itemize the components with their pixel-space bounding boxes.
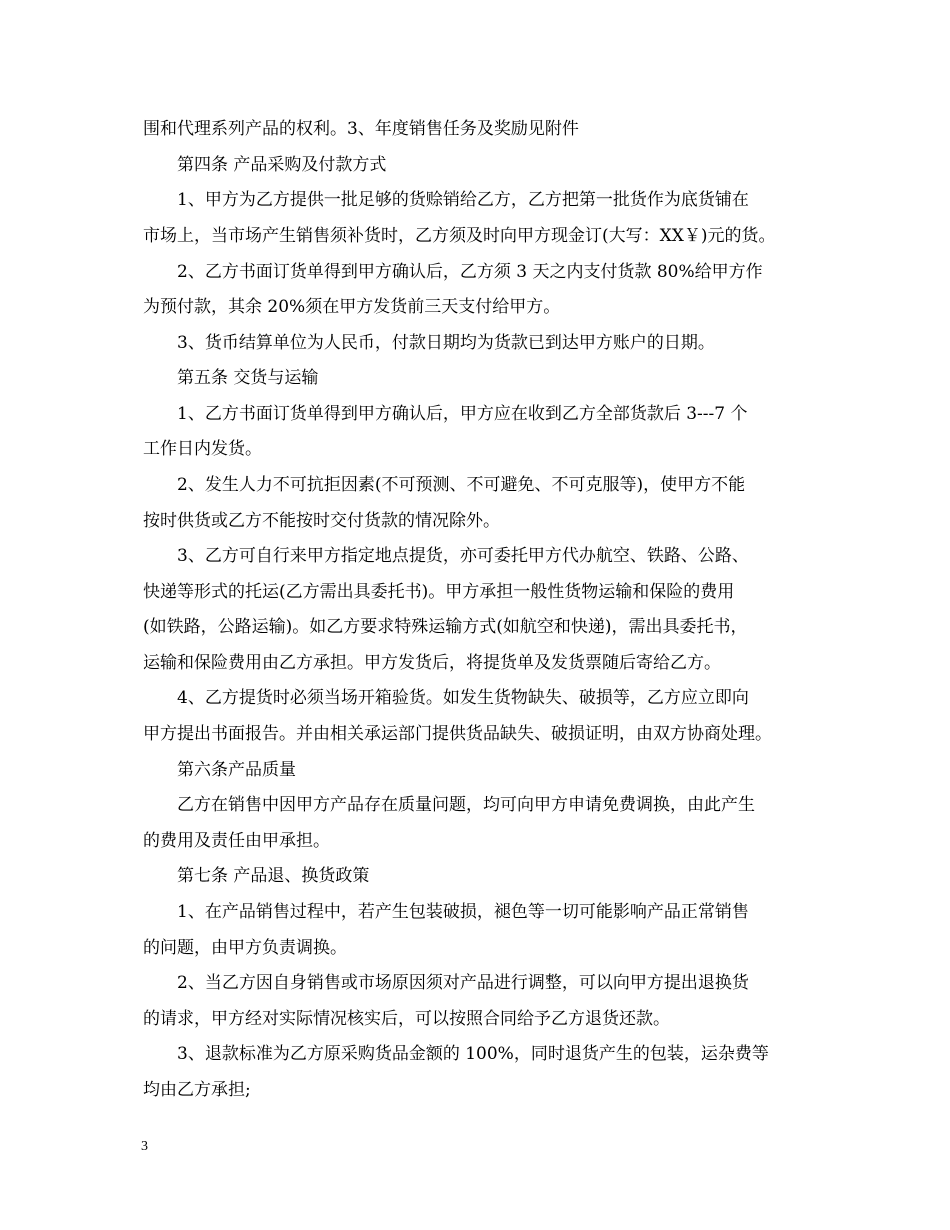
text-line: 市场上，当市场产生销售须补货时，乙方须及时向甲方现金订(大写：XX￥)元的货。 bbox=[143, 226, 776, 246]
text-line: 3、退款标准为乙方原采购货品金额的 100%，同时退货产生的包装，运杂费等 bbox=[177, 1044, 769, 1064]
text-line: 运输和保险费用由乙方承担。甲方发货后，将提货单及发货票随后寄给乙方。 bbox=[143, 653, 721, 673]
text-line: 3、乙方可自行来甲方指定地点提货，亦可委托甲方代办航空、铁路、公路、 bbox=[177, 546, 749, 566]
text-line: 4、乙方提货时必须当场开箱验货。如发生货物缺失、破损等，乙方应立即向 bbox=[177, 688, 749, 708]
section-heading: 第五条 交货与运输 bbox=[177, 368, 319, 388]
text-line: 2、当乙方因自身销售或市场原因须对产品进行调整，可以向甲方提出退换货 bbox=[177, 973, 749, 993]
text-line: 1、甲方为乙方提供一批足够的货赊销给乙方，乙方把第一批货作为底货铺在 bbox=[177, 190, 749, 210]
text-line: 1、在产品销售过程中，若产生包装破损，褪色等一切可能影响产品正常销售 bbox=[177, 902, 749, 922]
text-line: (如铁路，公路运输)。如乙方要求特殊运输方式(如航空和快递)，需出具委托书， bbox=[143, 617, 748, 637]
section-heading: 第六条产品质量 bbox=[177, 760, 296, 780]
page-number: 3 bbox=[141, 1139, 148, 1154]
text-line: 2、乙方书面订货单得到甲方确认后，乙方须 3 天之内支付货款 80%给甲方作 bbox=[177, 262, 763, 282]
text-line: 快递等形式的托运(乙方需出具委托书)。甲方承担一般性货物运输和保险的费用 bbox=[143, 582, 735, 602]
text-line: 3、货币结算单位为人民币，付款日期均为货款已到达甲方账户的日期。 bbox=[177, 333, 715, 353]
text-line: 乙方在销售中因甲方产品存在质量问题，均可向甲方申请免费调换，由此产生 bbox=[177, 795, 755, 815]
text-line: 按时供货或乙方不能按时交付货款的情况除外。 bbox=[143, 511, 500, 531]
text-line: 的问题，由甲方负责调换。 bbox=[143, 938, 347, 958]
text-line: 为预付款，其余 20%须在甲方发货前三天支付给甲方。 bbox=[143, 297, 561, 317]
text-line: 的请求，甲方经对实际情况核实后，可以按照合同给予乙方退货还款。 bbox=[143, 1009, 670, 1029]
text-line: 工作日内发货。 bbox=[143, 439, 262, 459]
text-line: 围和代理系列产品的权利。3、年度销售任务及奖励见附件 bbox=[143, 119, 579, 139]
text-line: 2、发生人力不可抗拒因素(不可预测、不可避免、不可克服等)，使甲方不能 bbox=[177, 475, 746, 495]
text-line: 1、乙方书面订货单得到甲方确认后，甲方应在收到乙方全部货款后 3---7 个 bbox=[177, 404, 748, 424]
section-heading: 第四条 产品采购及付款方式 bbox=[177, 155, 387, 175]
section-heading: 第七条 产品退、换货政策 bbox=[177, 866, 370, 886]
text-line: 的费用及责任由甲承担。 bbox=[143, 831, 330, 851]
text-line: 均由乙方承担; bbox=[143, 1080, 251, 1100]
text-line: 甲方提出书面报告。并由相关承运部门提供货品缺失、破损证明，由双方协商处理。 bbox=[143, 724, 772, 744]
